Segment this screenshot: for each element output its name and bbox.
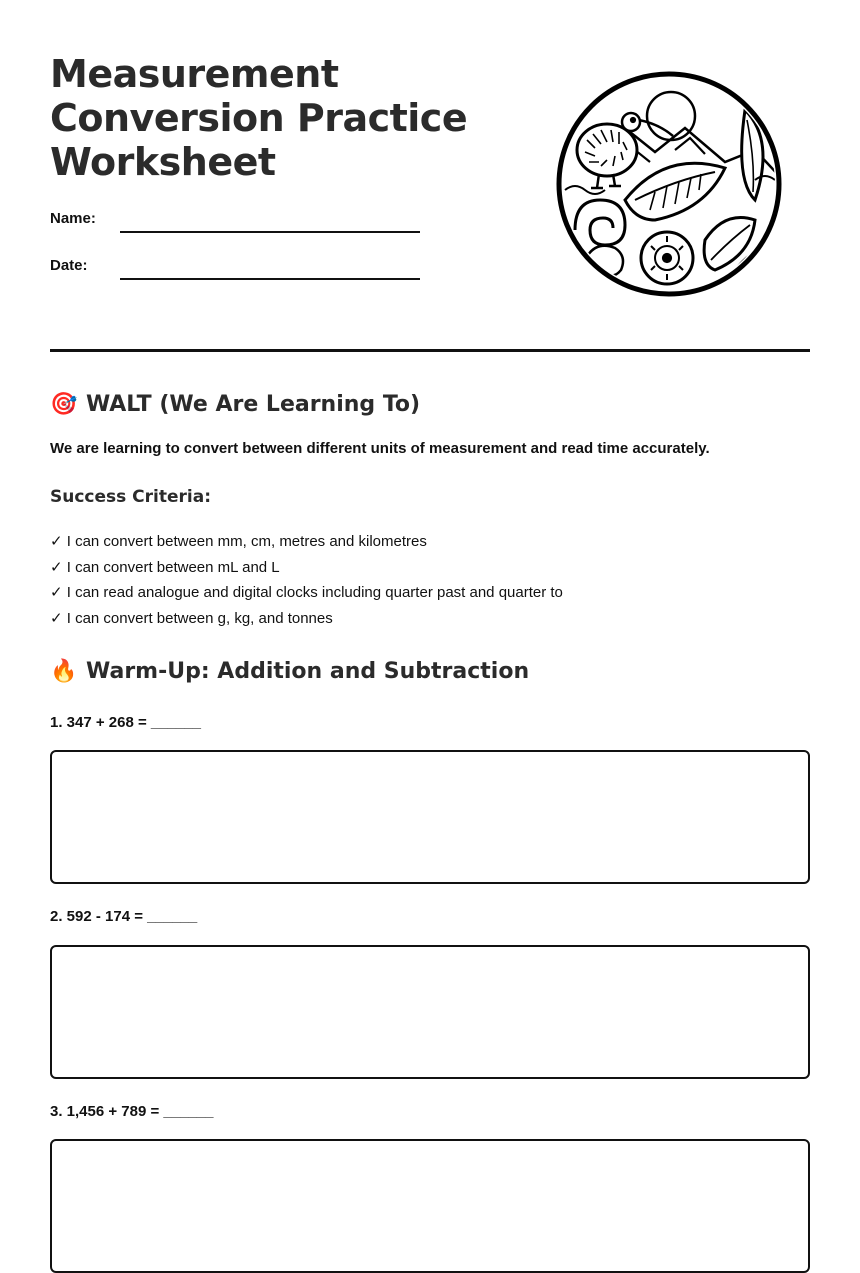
walt-statement: We are learning to convert between different units of measurement and read time accurately. — [50, 440, 710, 457]
date-label: Date: — [50, 257, 88, 274]
walt-heading-text: WALT (We Are Learning To) — [86, 392, 421, 417]
answer-box-2[interactable] — [50, 945, 810, 1079]
target-icon: 🎯 — [50, 392, 78, 417]
answer-box-1[interactable] — [50, 750, 810, 884]
date-field[interactable] — [120, 278, 420, 280]
fire-icon: 🔥 — [50, 659, 78, 684]
warmup-heading-text: Warm-Up: Addition and Subtraction — [86, 659, 530, 684]
question-1-label: 1. 347 + 268 = ______ — [50, 714, 201, 731]
list-item: ✓ I can convert between g, kg, and tonnes — [50, 609, 333, 627]
list-item: ✓ I can read analogue and digital clocks including quarter past and quarter to — [50, 584, 563, 601]
question-3-label: 3. 1,456 + 789 = ______ — [50, 1103, 214, 1120]
warmup-heading — [50, 659, 529, 684]
kiwi-bird-nature-emblem-icon — [555, 70, 783, 298]
answer-box-3[interactable] — [50, 1139, 810, 1273]
success-criteria-list — [50, 532, 563, 634]
list-item: ✓ I can convert between mL and L — [50, 558, 280, 576]
question-2-label: 2. 592 - 174 = ______ — [50, 908, 198, 925]
section-divider — [50, 349, 810, 352]
list-item: ✓ I can convert between mm, cm, metres and kilometres — [50, 533, 427, 550]
walt-heading — [50, 392, 420, 417]
success-criteria-heading: Success Criteria: — [50, 487, 212, 507]
page-title: Measurement Conversion Practice Worksheet — [50, 52, 468, 184]
name-label: Name: — [50, 210, 96, 227]
name-field[interactable] — [120, 231, 420, 233]
